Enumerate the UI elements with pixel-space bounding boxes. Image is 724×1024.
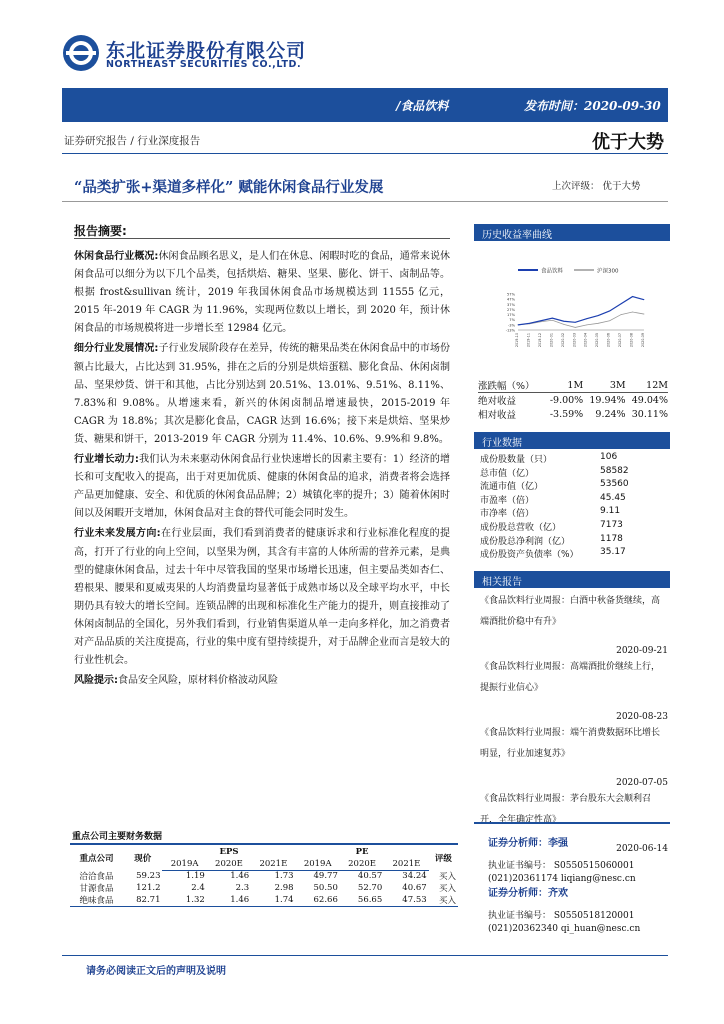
data-point: [609, 311, 610, 312]
legend-label-sector: 食品饮料: [541, 268, 564, 275]
table-row: [70, 882, 458, 894]
x-tick-label: 2020-07: [618, 333, 623, 348]
stat-label: 成份股数量（只）: [480, 455, 553, 465]
performance-chart: [474, 244, 670, 364]
col-pe: PE: [296, 844, 429, 858]
summary-body: [74, 248, 450, 692]
list-item[interactable]: [480, 657, 668, 723]
section-header-industry-data: 行业数据: [474, 432, 670, 449]
related-report-title[interactable]: 《食品饮料行业周报：白酒中秋备货继续，高端酒批价稳中有升》: [480, 596, 661, 627]
value-cell: 2.3: [235, 883, 250, 893]
publish-date: 发布时间：2020-09-30: [524, 99, 661, 113]
price-cell: 59.23: [136, 871, 161, 881]
x-tick-label: 2020-02: [560, 333, 565, 348]
data-point: [644, 299, 645, 300]
paragraph-text: 在行业层面，我们看到消费者的健康诉求和行业标准化程度的提高，打开了行业的向上空间，以坚果为例，其含有丰富的人体所需的营养元素，是典型的健康休闲食品，过去十年中尽管我国的坚果市场增长迅速，但主要品类如杏仁、碧根果、腰果和夏威夷果的人均消费量均显著低于成熟市场以及全球平均水平，中长期仍具有较大的增长空间。连锁品牌的出现和标准化生产能力的提升，则直接推动了休闲卤制品的全国化，另外我们看到，行业销售渠道从单一走向多样化，加之消费者对产品品质的关注度提高，行业的集中度有望持续提升，对于品牌企业而言是较大的行业性机会。: [74, 528, 451, 667]
paragraph-text: 我们认为未来驱动休闲食品行业快速增长的因素主要有：1）经济的增长和可支配收入的提高，出于对更加优质、健康的休闲食品的追求，消费者将会选择产品更加健康、安全、和优质的休闲食品品牌；2）城镇化率的提升；3）随着休闲时间以及闲暇开支增加，休闲食品对主食的替代可能会同时发生。: [74, 454, 450, 520]
data-point: [541, 320, 542, 321]
stat-value: 53560: [600, 479, 629, 490]
y-tick-label: 47%: [507, 297, 515, 302]
list-item: [480, 547, 666, 561]
value-cell: 1.73: [274, 871, 294, 882]
perf-header: 3M: [583, 378, 625, 393]
data-point: [632, 312, 633, 313]
fin-table: [70, 843, 458, 907]
x-tick-label: 2020-08: [629, 333, 634, 348]
stat-value: 1178: [600, 533, 623, 544]
summary-heading: 报告摘要:: [74, 224, 127, 238]
list-item: [480, 493, 666, 507]
sector-label: /食品饮料: [396, 99, 449, 113]
series-line: [518, 297, 644, 325]
list-item: [480, 479, 666, 493]
value-cell: 40.67: [402, 883, 427, 893]
year-header: 2020E: [207, 858, 251, 870]
analyst-section: [474, 822, 670, 934]
data-point: [575, 327, 576, 328]
value-cell: 49.77: [313, 871, 338, 882]
price-cell: 82.71: [123, 894, 163, 907]
table-row: [478, 407, 668, 421]
y-tick-label: 17%: [507, 313, 515, 318]
company-name-cn: 东北证券股份有限公司: [106, 40, 307, 62]
list-item: [480, 466, 666, 480]
paragraph-text: 食品安全风险，原材料价格波动风险: [118, 675, 278, 687]
y-tick-label: 27%: [507, 307, 515, 312]
stat-value: 45.45: [600, 492, 626, 503]
perf-value: 49.04%: [631, 394, 668, 406]
analyst-card: [474, 872, 670, 934]
x-tick-label: 2019-12: [537, 333, 542, 348]
data-point: [541, 321, 542, 322]
stat-label: 市净率（倍）: [480, 509, 535, 520]
series-line: [518, 312, 644, 327]
year-header: 2021E: [384, 858, 428, 870]
data-point: [563, 324, 564, 325]
analyst-name: 证券分析师：齐欢: [488, 888, 568, 899]
value-cell: 1.74: [251, 894, 295, 907]
y-tick-label: -3%: [508, 323, 515, 328]
company-name-en: NORTHEAST SECURITIES CO.,LTD.: [106, 59, 302, 70]
section-header-related: 相关报告: [474, 571, 670, 588]
company-name: 洽洽食品: [79, 872, 114, 882]
related-report-date: 2020-09-21: [616, 646, 668, 656]
value-cell: 1.46: [230, 871, 250, 882]
perf-value: 30.11%: [631, 408, 668, 420]
summary-paragraph: [74, 340, 450, 449]
stat-label: 流通市值（亿）: [480, 482, 544, 493]
y-tick-label: 7%: [509, 318, 515, 323]
related-report-title[interactable]: 《食品饮料行业周报：端午消费数据环比增长明显，行业加速复苏》: [480, 728, 661, 759]
y-tick-label: 57%: [507, 292, 515, 297]
table-row: [70, 894, 458, 907]
year-header: 2021E: [251, 858, 295, 870]
data-point: [598, 315, 599, 316]
data-point: [552, 320, 553, 321]
analyst-name: 证券分析师：李强: [488, 838, 568, 849]
perf-header: 涨跌幅（%）: [478, 378, 544, 393]
stat-label: 成份股资产负债率（%）: [480, 550, 579, 561]
stat-value: 35.17: [600, 547, 626, 558]
related-report-date: 2020-07-05: [616, 778, 668, 788]
value-cell: 1.46: [207, 894, 251, 907]
data-point: [563, 321, 564, 322]
summary-paragraph: [74, 248, 450, 338]
legend-label-index: 沪深300: [597, 268, 619, 275]
stat-label: 总市值（亿）: [480, 468, 535, 479]
company-logo-icon: [62, 34, 100, 72]
data-point: [518, 324, 519, 325]
data-point: [529, 323, 530, 324]
summary-paragraph: [74, 451, 450, 523]
stat-value: 106: [600, 452, 618, 462]
perf-value: -9.00%: [549, 394, 584, 406]
perf-header: 12M: [626, 378, 668, 393]
y-tick-label: 37%: [507, 302, 515, 307]
x-tick-label: 2020-05: [595, 333, 600, 348]
value-cell: 2.98: [274, 883, 294, 893]
paragraph-text: 休闲食品顾名思义，是人们在休息、闲暇时吃的食品，通常来说休闲食品可以细分为以下几个品类，包括烘焙、糖果、坚果、膨化、饼干、卤制品等。根据 frost&sullivan 统计，2019 年我国休闲食品市场规模达到 11555 亿元，2015 年-2019 年 CAGR 为 11.96%，实现两位数以上增长，到 2020 年，预计休闲食品的市场规模将进一步增长至 12984 亿元。: [74, 251, 451, 335]
stat-value: 7173: [600, 519, 623, 530]
x-tick-label: 2019-11: [526, 333, 531, 348]
list-item: [480, 452, 666, 466]
price-cell: 121.2: [136, 883, 161, 893]
analyst-contact[interactable]: (021)20362340 qi_huan@nesc.cn: [488, 924, 641, 934]
data-point: [632, 296, 633, 297]
list-item[interactable]: [480, 591, 668, 657]
analyst-contact[interactable]: (021)20361174 liqiang@nesc.cn: [488, 874, 636, 884]
value-cell: 34.24: [402, 871, 427, 882]
year-header: 2020E: [340, 858, 384, 870]
x-tick-label: 2020-04: [583, 333, 588, 348]
x-tick-label: 2020-09: [641, 333, 645, 348]
rating-cell: 买入: [429, 894, 458, 907]
divider: [62, 201, 668, 202]
disclaimer-note: 请务必阅读正文后的声明及说明: [86, 966, 226, 977]
table-row: [478, 378, 668, 393]
rating-cell: 买入: [438, 884, 456, 894]
related-report-title[interactable]: 《食品饮料行业周报：茅台股东大会顺利召开，全年确定性高》: [480, 794, 652, 825]
year-header: 2019A: [296, 858, 340, 870]
paragraph-lead: 细分行业发展情况:: [74, 343, 159, 355]
paragraph-text: 子行业发展阶段存在差异，传统的糖果品类在休闲食品中的市场份额占比最大，占比达到 31.95%，排在之后的分别是烘焙蛋糕、膨化食品、休闲卤制品、坚果炒货、饼干和其他，占比分别达到 20.51%、13.01%、9.51%、8.11%、7.83%和 9.08%。从增速来看，新兴的休闲卤制品增速最快，2015-2019 年 CAGR 为 18.8%；其次是膨化食品，CAGR 达到 16.6%；接下来是烘焙、坚果炒货、糖果和饼干，2013-2019 年 CAGR 分别为 11.4%、10.6%、9.9%和 9.8%。: [74, 343, 451, 445]
data-point: [621, 314, 622, 315]
data-point: [621, 303, 622, 304]
value-cell: 1.19: [185, 871, 205, 882]
paragraph-lead: 行业未来发展方向:: [74, 528, 161, 540]
stat-label: 成份股总营收（亿）: [480, 522, 562, 533]
paragraph-lead: 风险提示:: [74, 675, 118, 687]
breadcrumb: 证券研究报告 / 行业深度报告: [64, 135, 201, 147]
perf-value: 19.94%: [589, 394, 626, 406]
paragraph-lead: 行业增长动力:: [74, 454, 139, 466]
performance-table: [478, 378, 668, 421]
related-report-date: 2020-08-23: [616, 712, 668, 722]
x-tick-label: 2019-10: [515, 333, 519, 348]
data-point: [575, 322, 576, 323]
list-item: [480, 534, 666, 548]
company-name: 绝味食品: [70, 894, 123, 907]
last-rating: 上次评级： 优于大势: [552, 181, 641, 192]
paragraph-lead: 休闲食品行业概况:: [74, 251, 159, 262]
analyst-cert: 执业证书编号： S0550518120001: [488, 911, 635, 921]
rating-cell: 买入: [438, 872, 456, 882]
stat-value: 58582: [600, 465, 629, 476]
list-item: [480, 506, 666, 520]
stat-label: 市盈率（倍）: [480, 495, 535, 506]
header-banner: [62, 88, 668, 122]
value-cell: 52.70: [357, 883, 383, 893]
value-cell: 2.4: [191, 883, 205, 893]
col-rating: 评级: [429, 844, 458, 870]
data-point: [586, 324, 587, 325]
analyst-card: [474, 822, 670, 884]
perf-label: 绝对收益: [478, 396, 517, 407]
table-row: [478, 393, 668, 408]
value-cell: 40.57: [357, 871, 383, 882]
company-name: 甘源食品: [79, 884, 114, 894]
data-point: [609, 320, 610, 321]
related-reports-list: [480, 591, 668, 855]
value-cell: 1.32: [162, 894, 206, 907]
y-tick-label: -13%: [505, 328, 515, 333]
section-header-performance: 历史收益率曲线: [474, 224, 670, 241]
industry-rating: 优于大势: [592, 132, 664, 153]
value-cell: 56.65: [340, 894, 384, 907]
list-item[interactable]: [480, 723, 668, 789]
data-point: [598, 323, 599, 324]
value-cell: 50.50: [313, 883, 338, 893]
industry-data-list: [480, 452, 666, 561]
x-tick-label: 2020-06: [606, 333, 611, 348]
perf-header: 1M: [544, 378, 583, 393]
table-row: [70, 870, 458, 882]
stat-label: 成份股总净利润（亿）: [480, 536, 571, 547]
value-cell: 47.53: [384, 894, 428, 907]
perf-value: 9.24%: [595, 408, 626, 420]
data-point: [586, 318, 587, 319]
report-title: “品类扩张+渠道多样化” 赋能休闲食品行业发展: [74, 179, 384, 196]
col-price: 现价: [123, 844, 163, 870]
stat-value: 9.11: [600, 506, 621, 517]
related-report-date: 2020-06-14: [616, 844, 668, 854]
perf-label: 相对收益: [478, 410, 517, 421]
perf-value: -3.59%: [549, 408, 584, 420]
col-eps: EPS: [162, 844, 295, 858]
summary-paragraph: [74, 525, 450, 670]
analyst-cert: 执业证书编号： S0550515060001: [488, 861, 635, 871]
divider: [62, 153, 668, 154]
col-company: 重点公司: [70, 844, 123, 870]
x-tick-label: 2020-03: [572, 333, 577, 348]
divider: [74, 238, 450, 239]
divider: [62, 955, 668, 956]
data-point: [644, 314, 645, 315]
summary-paragraph: [74, 672, 450, 690]
related-report-title[interactable]: 《食品饮料行业周报：高端酒批价继续上行，提振行业信心》: [480, 662, 661, 693]
value-cell: 62.66: [296, 894, 340, 907]
list-item: [480, 520, 666, 534]
x-tick-label: 2020-01: [549, 333, 554, 348]
fin-table-title: 重点公司主要财务数据: [72, 832, 163, 842]
year-header: 2019A: [162, 858, 206, 870]
data-point: [552, 318, 553, 319]
